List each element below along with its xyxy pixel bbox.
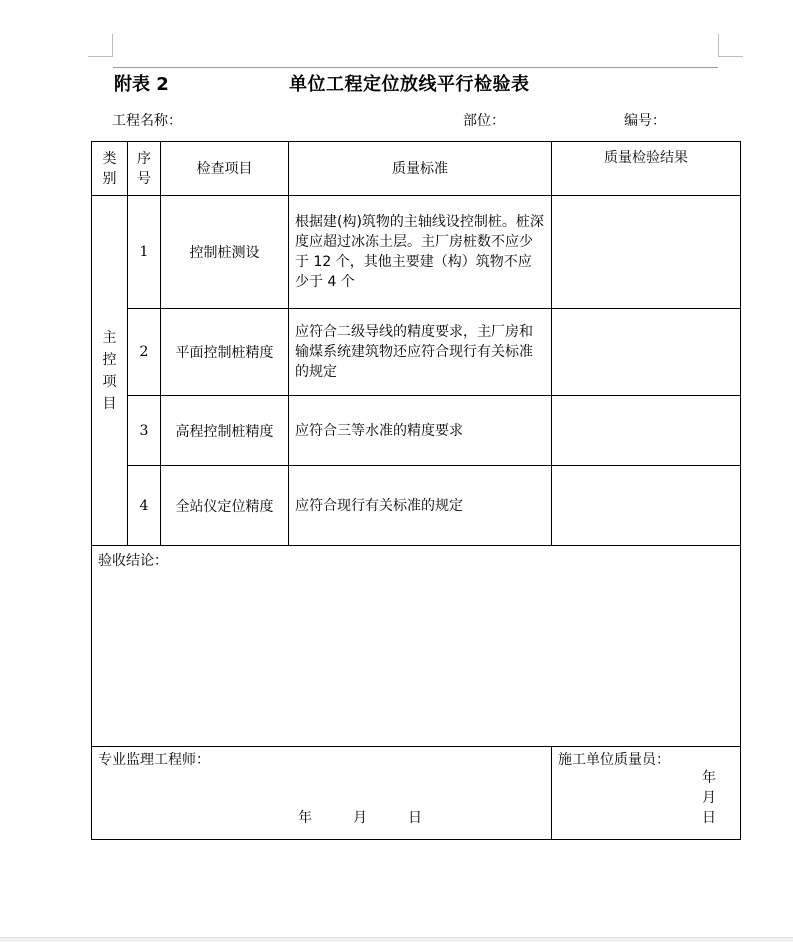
row-result-input[interactable] (552, 466, 741, 546)
project-name-label: 工程名称： (112, 113, 182, 129)
table-row (92, 396, 741, 466)
row-result-input[interactable] (552, 309, 741, 396)
column-header-seq: 序号 (128, 142, 161, 196)
page-corner-mark-top-right (718, 34, 743, 57)
row-item: 平面控制桩精度 (161, 309, 289, 396)
supervisor-date (298, 807, 422, 827)
signature-row (92, 747, 741, 840)
inspection-table (91, 141, 741, 840)
column-header-result: 质量检验结果 (552, 142, 741, 196)
number-label: 编号： (624, 113, 666, 129)
table-row (92, 309, 741, 396)
row-standard: 根据建(构)筑物的主轴线设控制桩。桩深度应超过冰冻土层。主厂房桩数不应少于 12 个，其他主要建（构）筑物不应少于 4 个 (289, 196, 552, 309)
date-month: 月 (353, 810, 367, 826)
appendix-label: 附表 2 (114, 74, 169, 95)
page-title: 单位工程定位放线平行检验表 (289, 74, 530, 95)
row-item: 高程控制桩精度 (161, 396, 289, 466)
table-row (92, 196, 741, 309)
contractor-label: 施工单位质量员： (558, 752, 670, 768)
date-month: 月 (702, 790, 716, 806)
page-corner-mark-top-left (88, 34, 113, 57)
row-item: 控制桩测设 (161, 196, 289, 309)
row-standard: 应符合三等水准的精度要求 (289, 396, 552, 466)
table-header-row (92, 142, 741, 196)
row-result-input[interactable] (552, 396, 741, 466)
table-row (92, 466, 741, 546)
contractor-date (702, 767, 757, 827)
category-cell: 主控项目 (92, 196, 128, 546)
row-seq: 4 (128, 466, 161, 546)
page-bottom-bar (0, 937, 793, 942)
conclusion-row (92, 546, 741, 747)
row-standard: 应符合现行有关标准的规定 (289, 466, 552, 546)
location-label: 部位： (463, 113, 505, 129)
conclusion-area[interactable] (92, 546, 741, 747)
supervisor-label: 专业监理工程师： (98, 752, 210, 768)
header-rule (113, 67, 718, 68)
column-header-item: 检查项目 (161, 142, 289, 196)
row-item: 全站仪定位精度 (161, 466, 289, 546)
date-year: 年 (702, 770, 716, 786)
row-seq: 3 (128, 396, 161, 466)
date-year: 年 (298, 810, 312, 826)
column-header-standard: 质量标准 (289, 142, 552, 196)
conclusion-label: 验收结论： (98, 553, 168, 569)
date-day: 日 (408, 810, 422, 826)
row-seq: 1 (128, 196, 161, 309)
column-header-category: 类别 (92, 142, 128, 196)
contractor-signature-area[interactable] (552, 747, 741, 840)
row-result-input[interactable] (552, 196, 741, 309)
row-seq: 2 (128, 309, 161, 396)
date-day: 日 (702, 810, 716, 826)
row-standard: 应符合二级导线的精度要求，主厂房和输煤系统建筑物还应符合现行有关标准的规定 (289, 309, 552, 396)
supervisor-signature-area[interactable] (92, 747, 552, 840)
